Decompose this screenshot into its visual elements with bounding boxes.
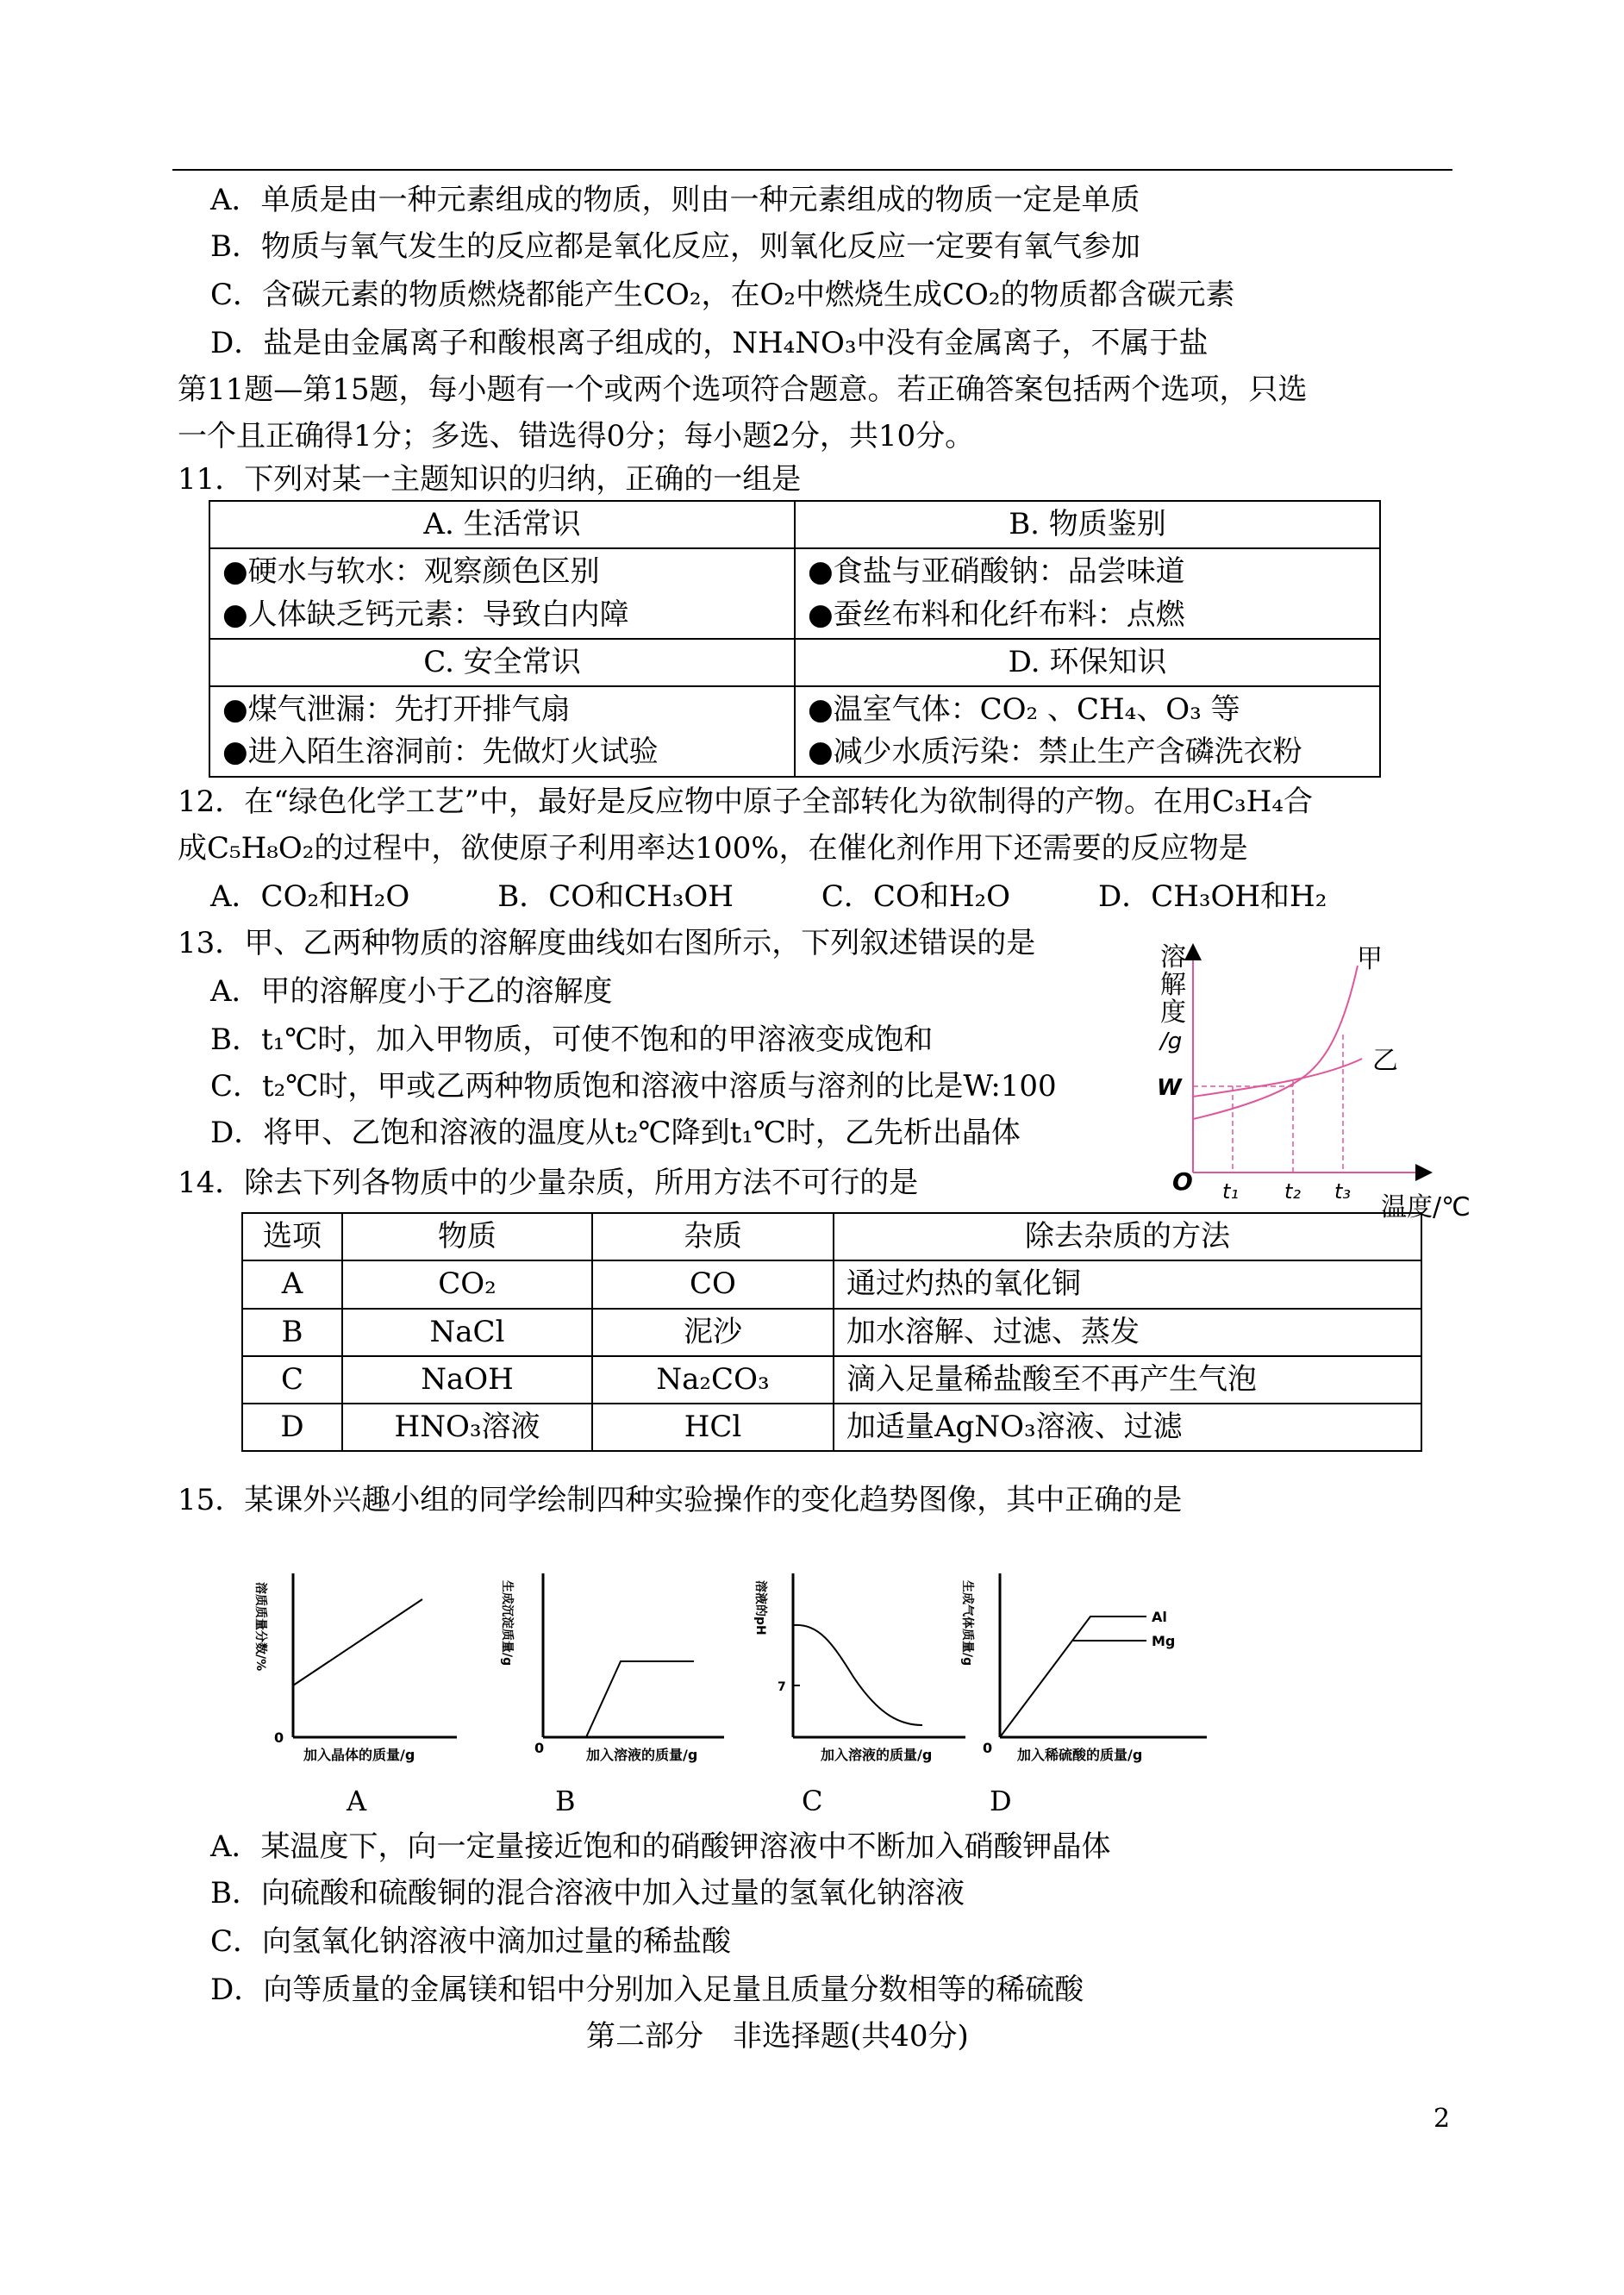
q11-d-item-1: ●温室气体：CO₂ 、CH₄、O₃ 等 bbox=[808, 692, 1240, 728]
q12-stem-line-2: 成C₅H₈O₂的过程中，欲使原子利用率达100%，在催化剂作用下还需要的反应物是 bbox=[178, 831, 1248, 866]
q13-curve-jia bbox=[1193, 966, 1358, 1119]
q14-cell-substance: NaCl bbox=[342, 1309, 592, 1356]
q11-a-item-1: ●硬水与软水：观察颜色区别 bbox=[222, 554, 600, 590]
q15-graph-d bbox=[957, 1565, 1215, 1772]
q14-cell-substance: HNO₃溶液 bbox=[342, 1404, 592, 1451]
q15-graph-b bbox=[491, 1565, 733, 1772]
q11-a-item-2: ●人体缺乏钙元素：导致白内障 bbox=[222, 597, 629, 632]
q11-b-item-2: ●蚕丝布料和化纤布料：点燃 bbox=[808, 597, 1185, 632]
q13-option-a: A．甲的溶解度小于乙的溶解度 bbox=[210, 974, 613, 1009]
q11-c-items bbox=[209, 686, 795, 777]
q13-solubility-graph bbox=[1146, 931, 1508, 1224]
q14-cell-impurity: HCl bbox=[592, 1404, 834, 1451]
q13-y-label-4: /g bbox=[1160, 1029, 1183, 1054]
q15-a-origin: 0 bbox=[274, 1729, 284, 1746]
table-row bbox=[242, 1309, 1421, 1356]
q13-option-b: B．t₁℃时，加入甲物质，可使不饱和的甲溶液变成饱和 bbox=[210, 1022, 934, 1057]
q13-y-label-1: 溶 bbox=[1160, 942, 1186, 972]
table-row bbox=[242, 1260, 1421, 1308]
q15-label-b: B bbox=[555, 1785, 576, 1817]
q15-option-d: D．向等质量的金属镁和铝中分别加入足量且质量分数相等的稀硫酸 bbox=[210, 1973, 1084, 2007]
q11-b-items bbox=[795, 548, 1380, 639]
q13-x-label: 温度/℃ bbox=[1381, 1192, 1471, 1223]
q14-cell-option: B bbox=[242, 1309, 342, 1356]
q11-d-title: D. 环保知识 bbox=[795, 639, 1380, 686]
q15-d-label-mg: Mg bbox=[1152, 1633, 1176, 1649]
q10-option-a: A．单质是由一种元素组成的物质，则由一种元素组成的物质一定是单质 bbox=[210, 183, 1140, 217]
q11-table bbox=[209, 500, 1381, 778]
q15-graph-a bbox=[250, 1565, 465, 1772]
q15-label-a: A bbox=[347, 1785, 367, 1817]
q13-tick-t1: t₁ bbox=[1222, 1179, 1240, 1204]
q10-option-d: D．盐是由金属离子和酸根离子组成的，NH₄NO₃中没有金属离子，不属于盐 bbox=[210, 326, 1209, 360]
q15-option-c: C．向氢氧化钠溶液中滴加过量的稀盐酸 bbox=[210, 1924, 732, 1959]
q13-tick-t2: t₂ bbox=[1284, 1179, 1302, 1204]
q14-header-option: 选项 bbox=[242, 1213, 342, 1260]
q15-b-line bbox=[543, 1661, 694, 1737]
q13-label-yi: 乙 bbox=[1372, 1046, 1398, 1076]
q11-b-item-1: ●食盐与亚硝酸钠：品尝味道 bbox=[808, 554, 1185, 590]
q10-option-b: B．物质与氧气发生的反应都是氧化反应，则氧化反应一定要有氧气参加 bbox=[210, 229, 1140, 264]
table-row bbox=[242, 1356, 1421, 1404]
q11-b-title: B. 物质鉴别 bbox=[795, 501, 1380, 548]
q14-table bbox=[241, 1212, 1422, 1452]
q14-cell-impurity: 泥沙 bbox=[592, 1309, 834, 1356]
instructions-line-2: 一个且正确得1分；多选、错选得0分；每小题2分，共10分。 bbox=[178, 419, 975, 453]
q12-options: A．CO₂和H₂O B．CO和CH₃OH C．CO和H₂O D．CH₃OH和H₂ bbox=[210, 879, 1327, 914]
q14-cell-substance: NaOH bbox=[342, 1356, 592, 1404]
q15-d-origin: 0 bbox=[983, 1740, 993, 1756]
q11-d-items bbox=[795, 686, 1380, 777]
q14-header-impurity: 杂质 bbox=[592, 1213, 834, 1260]
q14-cell-option: C bbox=[242, 1356, 342, 1404]
top-rule bbox=[172, 169, 1452, 171]
q15-c-y-label: 溶液的pH bbox=[753, 1580, 767, 1635]
q15-label-c: C bbox=[802, 1785, 823, 1817]
q11-stem: 11．下列对某一主题知识的归纳，正确的一组是 bbox=[178, 462, 802, 497]
page-number: 2 bbox=[1433, 2104, 1451, 2134]
q14-cell-impurity: CO bbox=[592, 1260, 834, 1308]
table-row bbox=[242, 1404, 1421, 1451]
q14-cell-option: D bbox=[242, 1404, 342, 1451]
q13-curve-yi bbox=[1193, 1059, 1362, 1097]
q13-option-d: D．将甲、乙饱和溶液的温度从t₂℃降到t₁℃时，乙先析出晶体 bbox=[210, 1116, 1021, 1150]
q11-d-item-2: ●减少水质污染：禁止生产含磷洗衣粉 bbox=[808, 735, 1302, 770]
q14-cell-method: 通过灼热的氧化铜 bbox=[834, 1260, 1421, 1308]
part2-title: 第二部分 非选择题(共40分) bbox=[586, 2019, 969, 2054]
q15-a-y-label: 溶质质量分数/% bbox=[253, 1582, 267, 1672]
q13-tick-t3: t₃ bbox=[1334, 1179, 1352, 1204]
q14-cell-impurity: Na₂CO₃ bbox=[592, 1356, 834, 1404]
q11-c-item-1: ●煤气泄漏：先打开排气扇 bbox=[222, 692, 571, 728]
q11-a-title: A. 生活常识 bbox=[209, 501, 795, 548]
q14-cell-method: 加水溶解、过滤、蒸发 bbox=[834, 1309, 1421, 1356]
q13-y-label-3: 度 bbox=[1160, 997, 1186, 1028]
q14-cell-option: A bbox=[242, 1260, 342, 1308]
q11-c-title: C. 安全常识 bbox=[209, 639, 795, 686]
q14-stem: 14．除去下列各物质中的少量杂质，所用方法不可行的是 bbox=[178, 1166, 919, 1200]
q15-d-line-al bbox=[1000, 1617, 1146, 1737]
q13-y-label-2: 解 bbox=[1160, 970, 1186, 1000]
q11-c-item-2: ●进入陌生溶洞前：先做灯火试验 bbox=[222, 735, 659, 770]
q15-d-label-al: Al bbox=[1152, 1609, 1167, 1625]
q13-w-label: W bbox=[1157, 1075, 1182, 1101]
q13-stem: 13．甲、乙两种物质的溶解度曲线如右图所示，下列叙述错误的是 bbox=[178, 926, 1036, 960]
q15-stem: 15．某课外兴趣小组的同学绘制四种实验操作的变化趋势图像，其中正确的是 bbox=[178, 1483, 1183, 1517]
q14-cell-substance: CO₂ bbox=[342, 1260, 592, 1308]
q13-option-c: C．t₂℃时，甲或乙两种物质饱和溶液中溶质与溶剂的比是W:100 bbox=[210, 1069, 1057, 1104]
q13-origin: O bbox=[1172, 1167, 1193, 1196]
q15-b-x-label: 加入溶液的质量/g bbox=[586, 1747, 698, 1763]
q15-option-b: B．向硫酸和硫酸铜的混合溶液中加入过量的氢氧化钠溶液 bbox=[210, 1876, 965, 1910]
q14-cell-method: 加适量AgNO₃溶液、过滤 bbox=[834, 1404, 1421, 1451]
q15-c-tick-7: 7 bbox=[778, 1680, 786, 1694]
q15-b-y-label: 生成沉淀质量/g bbox=[500, 1580, 514, 1667]
q15-a-x-label: 加入晶体的质量/g bbox=[303, 1747, 415, 1763]
q15-c-curve bbox=[793, 1625, 922, 1725]
q15-c-x-label: 加入溶液的质量/g bbox=[821, 1747, 933, 1763]
q13-label-jia: 甲 bbox=[1357, 944, 1383, 974]
q15-b-origin: 0 bbox=[534, 1740, 545, 1756]
q15-d-y-label: 生成气体质量/g bbox=[960, 1580, 974, 1667]
q11-a-items bbox=[209, 548, 795, 639]
instructions-line-1: 第11题—第15题，每小题有一个或两个选项符合题意。若正确答案包括两个选项，只选 bbox=[178, 372, 1308, 407]
q15-label-d: D bbox=[990, 1785, 1012, 1817]
q15-option-a: A．某温度下，向一定量接近饱和的硝酸钾溶液中不断加入硝酸钾晶体 bbox=[210, 1829, 1111, 1864]
q12-stem-line-1: 12．在“绿色化学工艺”中，最好是反应物中原子全部转化为欲制得的产物。在用C₃H₄合 bbox=[178, 785, 1313, 819]
q14-header-substance: 物质 bbox=[342, 1213, 592, 1260]
q15-d-x-label: 加入稀硫酸的质量/g bbox=[1017, 1747, 1143, 1763]
q10-option-c: C．含碳元素的物质燃烧都能产生CO₂，在O₂中燃烧生成CO₂的物质都含碳元素 bbox=[210, 278, 1235, 312]
q14-cell-method: 滴入足量稀盐酸至不再产生气泡 bbox=[834, 1356, 1421, 1404]
q15-a-line bbox=[293, 1599, 422, 1685]
q14-header-method: 除去杂质的方法 bbox=[834, 1213, 1421, 1260]
q15-graph-c bbox=[750, 1565, 974, 1772]
